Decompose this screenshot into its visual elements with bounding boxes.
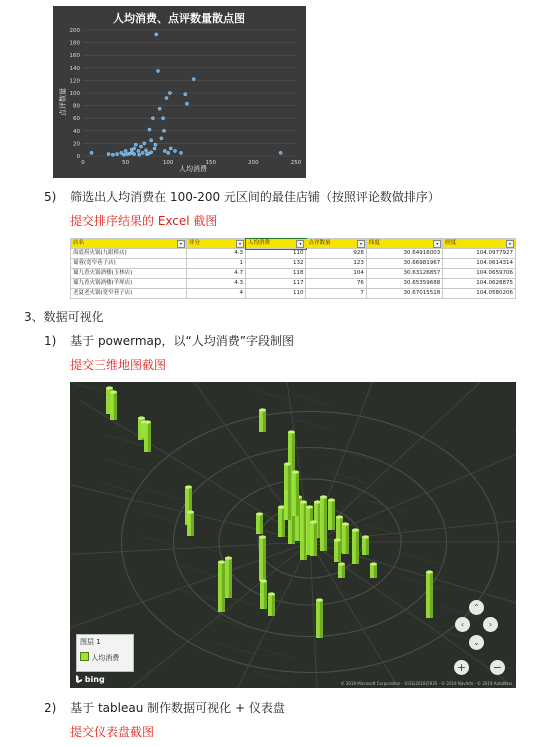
table-cell[interactable]: 海底捞火锅(九眼桥店) (71, 249, 187, 259)
map-bar-top (144, 420, 151, 423)
scatter-point (151, 117, 154, 120)
map-bar-shade (272, 594, 275, 616)
powermap-3d-map[interactable] (70, 382, 516, 688)
chevron-up-icon: ⌃ (473, 603, 480, 612)
minor-road (103, 483, 143, 495)
excel-table (70, 238, 516, 299)
table-cell[interactable]: 104 (306, 269, 366, 279)
y-tick-label: 0 (76, 154, 80, 160)
table-cell[interactable]: 104.0614314 (443, 259, 516, 269)
x-tick-label: 200 (248, 160, 259, 166)
legend-swatch (80, 652, 89, 661)
map-bar-shade (430, 572, 433, 618)
scatter-point (279, 151, 282, 154)
table-header-cell[interactable] (246, 239, 306, 249)
map-bar-shade (324, 497, 327, 551)
scatter-chart (53, 6, 306, 178)
map-bar-top (310, 520, 317, 523)
map-bar-top (225, 556, 232, 559)
section-3-title: 3、数据可视化 (24, 310, 104, 324)
map-bar-top (316, 598, 323, 601)
y-tick-label: 60 (73, 116, 80, 123)
scatter-point (161, 117, 164, 120)
map-bar-shade (260, 514, 263, 534)
zoom-out-button[interactable] (490, 660, 505, 675)
table-cell[interactable]: 117 (246, 279, 306, 289)
y-tick-label: 120 (69, 78, 80, 85)
x-tick-label: 150 (205, 160, 217, 166)
table-cell[interactable]: 110 (246, 289, 306, 299)
scatter-point (133, 147, 136, 150)
minor-road (403, 553, 443, 565)
minor-road (329, 447, 369, 459)
filter-dropdown-icon[interactable]: ▾ (236, 240, 244, 248)
map-bar-top (334, 538, 341, 541)
table-header-cell[interactable] (306, 239, 366, 249)
y-tick-label: 200 (69, 28, 80, 34)
map-bar-shade (332, 500, 335, 530)
map-bar-top (259, 408, 266, 411)
table-header-row (71, 239, 516, 249)
question-1-text: 基于 powermap，以“人均消费”字段制图 (70, 334, 294, 348)
y-axis-label: 点评数量 (59, 88, 67, 116)
y-tick-label: 180 (69, 40, 80, 47)
header-label: 纬度 (368, 240, 380, 246)
question-1-number: 1) (44, 334, 57, 348)
scatter-point (185, 102, 188, 105)
map-bar-shade (338, 540, 341, 562)
question-1 (44, 333, 294, 349)
y-tick-label: 80 (73, 103, 80, 110)
scatter-point (148, 128, 151, 131)
map-bar-top (292, 470, 299, 473)
scatter-chart-svg (53, 6, 306, 178)
map-bar-top (218, 560, 225, 563)
filter-dropdown-icon[interactable]: ▾ (177, 240, 185, 248)
plus-icon: + (456, 661, 467, 674)
minor-road (514, 406, 516, 418)
table-cell[interactable]: 30.63126857 (366, 269, 442, 279)
question-2-submit: 提交仪表盘截图 (70, 725, 155, 739)
legend-title: 图层 1 (80, 638, 101, 646)
map-bar-top (110, 390, 117, 393)
map-bar-top (260, 579, 267, 582)
table-cell[interactable]: 104.0977927 (443, 249, 516, 259)
table-cell[interactable]: 104.0628875 (443, 279, 516, 289)
chart-title: 人均消费、点评数量散点图 (113, 12, 245, 25)
scatter-point (107, 153, 110, 156)
radial-road (80, 401, 310, 542)
map-bar-top (352, 528, 359, 531)
map-bar-top (306, 505, 313, 508)
map-bar-top (328, 498, 335, 501)
map-copyright: © 2019 Microsoft Corporation · ©GS(2018)5935 · © 2019 NavInfo · © 2019 AutoNavi (340, 681, 512, 686)
map-bar-shade (264, 581, 267, 609)
table-cell[interactable]: 30.67015518 (366, 289, 442, 299)
scatter-point (90, 151, 93, 154)
question-5-number: 5) (44, 190, 57, 204)
x-axis-label: 人均消费 (179, 165, 207, 173)
header-label: 点评数量 (308, 240, 331, 246)
map-bar-top (338, 562, 345, 565)
question-5-submit: 提交排序结果的 Excel 截图 (70, 214, 218, 228)
scatter-point (162, 129, 165, 132)
minor-road (214, 642, 254, 654)
map-bar-shade (114, 392, 117, 420)
x-tick-label: 50 (122, 160, 130, 166)
table-header-cell[interactable] (443, 239, 516, 249)
table-cell[interactable]: 4.3 (186, 279, 245, 289)
filter-dropdown-icon[interactable]: ▾ (433, 240, 441, 248)
scatter-point (111, 153, 114, 156)
table-cell[interactable]: 928 (306, 249, 366, 259)
grid (83, 30, 296, 156)
filter-dropdown-icon[interactable]: ▾ (296, 240, 304, 248)
scatter-point (144, 149, 147, 152)
minor-road (177, 589, 217, 601)
scatter-point (141, 151, 144, 154)
table-header-cell[interactable] (71, 239, 187, 249)
scatter-point (168, 91, 171, 94)
table-cell[interactable]: 110 (246, 249, 306, 259)
scatter-point (122, 153, 125, 156)
minor-road (142, 512, 182, 524)
y-tick-label: 20 (73, 141, 80, 148)
question-2-text: 基于 tableau 制作数据可视化 + 仪表盘 (70, 701, 285, 715)
chevron-left-icon: ‹ (460, 620, 465, 629)
question-2 (44, 700, 285, 716)
legend-item-label: 人均消费 (91, 654, 120, 662)
scatter-point (163, 149, 166, 152)
question-5 (44, 189, 440, 205)
table-row (71, 269, 516, 279)
scatter-point (165, 96, 168, 99)
question-5-text: 筛选出人均消费在 100-200 元区间的最佳店铺（按照评论数做排序） (70, 190, 440, 204)
scatter-point (169, 147, 172, 150)
table-header-cell[interactable] (186, 239, 245, 249)
scatter-point (154, 143, 157, 146)
map-bar-top (268, 592, 275, 595)
minor-road (105, 459, 145, 471)
map-bar-top (259, 535, 266, 538)
table-cell[interactable]: 老夏老火锅(宽窄巷子店) (71, 289, 187, 299)
map-bar-shade (296, 472, 299, 516)
table-row (71, 289, 516, 299)
map-bar-top (336, 515, 343, 518)
map-bar-shade (288, 464, 291, 520)
minor-road (512, 430, 516, 442)
scatter-point (184, 93, 187, 96)
header-label: 评分 (188, 240, 200, 246)
x-tick-label: 250 (290, 160, 302, 166)
minor-road (255, 647, 295, 659)
scatter-point (143, 142, 146, 145)
table-cell[interactable]: 118 (246, 269, 306, 279)
map-bar-shade (320, 600, 323, 638)
x-tick-label: 0 (81, 160, 85, 166)
table-cell[interactable]: 4.3 (186, 249, 245, 259)
scatter-point (139, 145, 142, 148)
table-cell[interactable]: 1 (186, 259, 245, 269)
map-canvas[interactable] (70, 382, 516, 688)
table-body (71, 249, 516, 299)
table-cell[interactable]: 7 (306, 289, 366, 299)
scatter-point (150, 151, 153, 154)
table-cell[interactable]: 104.0659706 (443, 269, 516, 279)
scatter-point (115, 153, 118, 156)
minor-road (70, 382, 110, 394)
map-bar-shade (263, 537, 266, 581)
minor-road (144, 488, 184, 500)
minor-road (290, 418, 330, 430)
map-bar-top (284, 462, 291, 465)
scatter-point (137, 149, 140, 152)
table-cell[interactable]: 104.0580206 (443, 289, 516, 299)
table-cell[interactable]: 4.7 (186, 269, 245, 279)
chevron-down-icon: ⌄ (473, 638, 480, 647)
y-tick-label: 140 (69, 65, 80, 72)
table-cell[interactable]: 76 (306, 279, 366, 289)
radial-road (70, 542, 310, 638)
table-cell[interactable]: 123 (306, 259, 366, 269)
scatter-point (167, 151, 170, 154)
y-tick-label: 160 (69, 53, 80, 60)
map-bar-top (314, 500, 321, 503)
minor-road (179, 565, 219, 577)
map-bar-shade (356, 530, 359, 564)
y-tick-label: 40 (73, 128, 80, 135)
map-bar-shade (263, 410, 266, 432)
scatter-point (153, 147, 156, 150)
map-bar-top (106, 386, 113, 389)
map-bar-top (187, 510, 194, 513)
map-bar-shade (342, 564, 345, 578)
filter-dropdown-icon[interactable]: ▾ (357, 240, 365, 248)
map-bar-top (370, 562, 377, 565)
table-cell[interactable]: 蜀九香火锅酒楼(羊犀店) (71, 279, 187, 289)
minor-road (216, 618, 256, 630)
table-cell[interactable]: 132 (246, 259, 306, 269)
scatter-point (134, 143, 137, 146)
map-bar-shade (374, 564, 377, 578)
nav-down-button[interactable] (469, 635, 484, 650)
minus-icon: − (492, 661, 503, 674)
header-label: 经度 (445, 240, 457, 246)
map-bar-top (256, 512, 263, 515)
scatter-point (138, 153, 141, 156)
map-bars (106, 386, 433, 638)
table-cell[interactable]: 30.65359688 (366, 279, 442, 289)
map-legend (76, 634, 134, 672)
map-bar-shade (148, 422, 151, 452)
table-cell[interactable]: 蜀蓉(宽窄巷子店) (71, 259, 187, 269)
map-bar-shade (191, 512, 194, 536)
scatter-point (133, 153, 136, 156)
map-bar-top (426, 570, 433, 573)
table-header-cell[interactable] (366, 239, 442, 249)
scatter-point (156, 69, 159, 72)
table-row (71, 279, 516, 289)
map-bar-shade (314, 522, 317, 556)
x-tick-label: 100 (162, 160, 174, 166)
map-bar-top (320, 495, 327, 498)
map-bar-top (278, 505, 285, 508)
scatter-point (158, 107, 161, 110)
table-cell[interactable]: 30.66981967 (366, 259, 442, 269)
minor-road (292, 394, 332, 406)
nav-left-button[interactable] (455, 617, 470, 632)
scatter-point (150, 139, 153, 142)
scatter-point (155, 33, 158, 36)
map-bar-top (362, 535, 369, 538)
scatter-point (179, 151, 182, 154)
map-bar-shade (346, 524, 349, 554)
map-bar-top (300, 500, 307, 503)
header-label: 人均消费 (248, 240, 271, 246)
y-tick-label: 100 (69, 91, 80, 97)
table-row (71, 259, 516, 269)
table-cell[interactable]: 4 (186, 289, 245, 299)
bing-logo (76, 675, 105, 684)
nav-right-button[interactable] (483, 617, 498, 632)
bing-icon (76, 675, 82, 683)
scatter-point (160, 137, 163, 140)
chevron-right-icon: › (488, 620, 493, 629)
nav-up-button[interactable] (469, 600, 484, 615)
minor-road (253, 671, 293, 683)
map-bar-shade (229, 558, 232, 598)
legend-item (77, 649, 133, 666)
question-1-submit: 提交三维地图截图 (70, 358, 167, 372)
map-bar-top (138, 416, 145, 419)
scatter-point (124, 149, 127, 152)
radial-road (109, 542, 310, 688)
map-bar-top (288, 430, 295, 433)
map-bar-shade (366, 537, 369, 555)
minor-road (251, 389, 291, 401)
header-label: 店名 (73, 240, 85, 246)
table-row (71, 249, 516, 259)
map-bar-shade (222, 562, 225, 612)
table-cell[interactable]: 30.64916003 (366, 249, 442, 259)
scatter-point (192, 78, 195, 81)
filter-dropdown-icon[interactable]: ▾ (506, 240, 514, 248)
map-bar-top (185, 485, 192, 488)
question-2-number: 2) (44, 701, 57, 715)
map-bar-top (342, 522, 349, 525)
table-cell[interactable]: 蜀九香火锅酒楼(玉林店) (71, 269, 187, 279)
zoom-in-button[interactable] (454, 660, 469, 675)
bing-label: bing (84, 675, 105, 684)
scatter-point (173, 149, 176, 152)
